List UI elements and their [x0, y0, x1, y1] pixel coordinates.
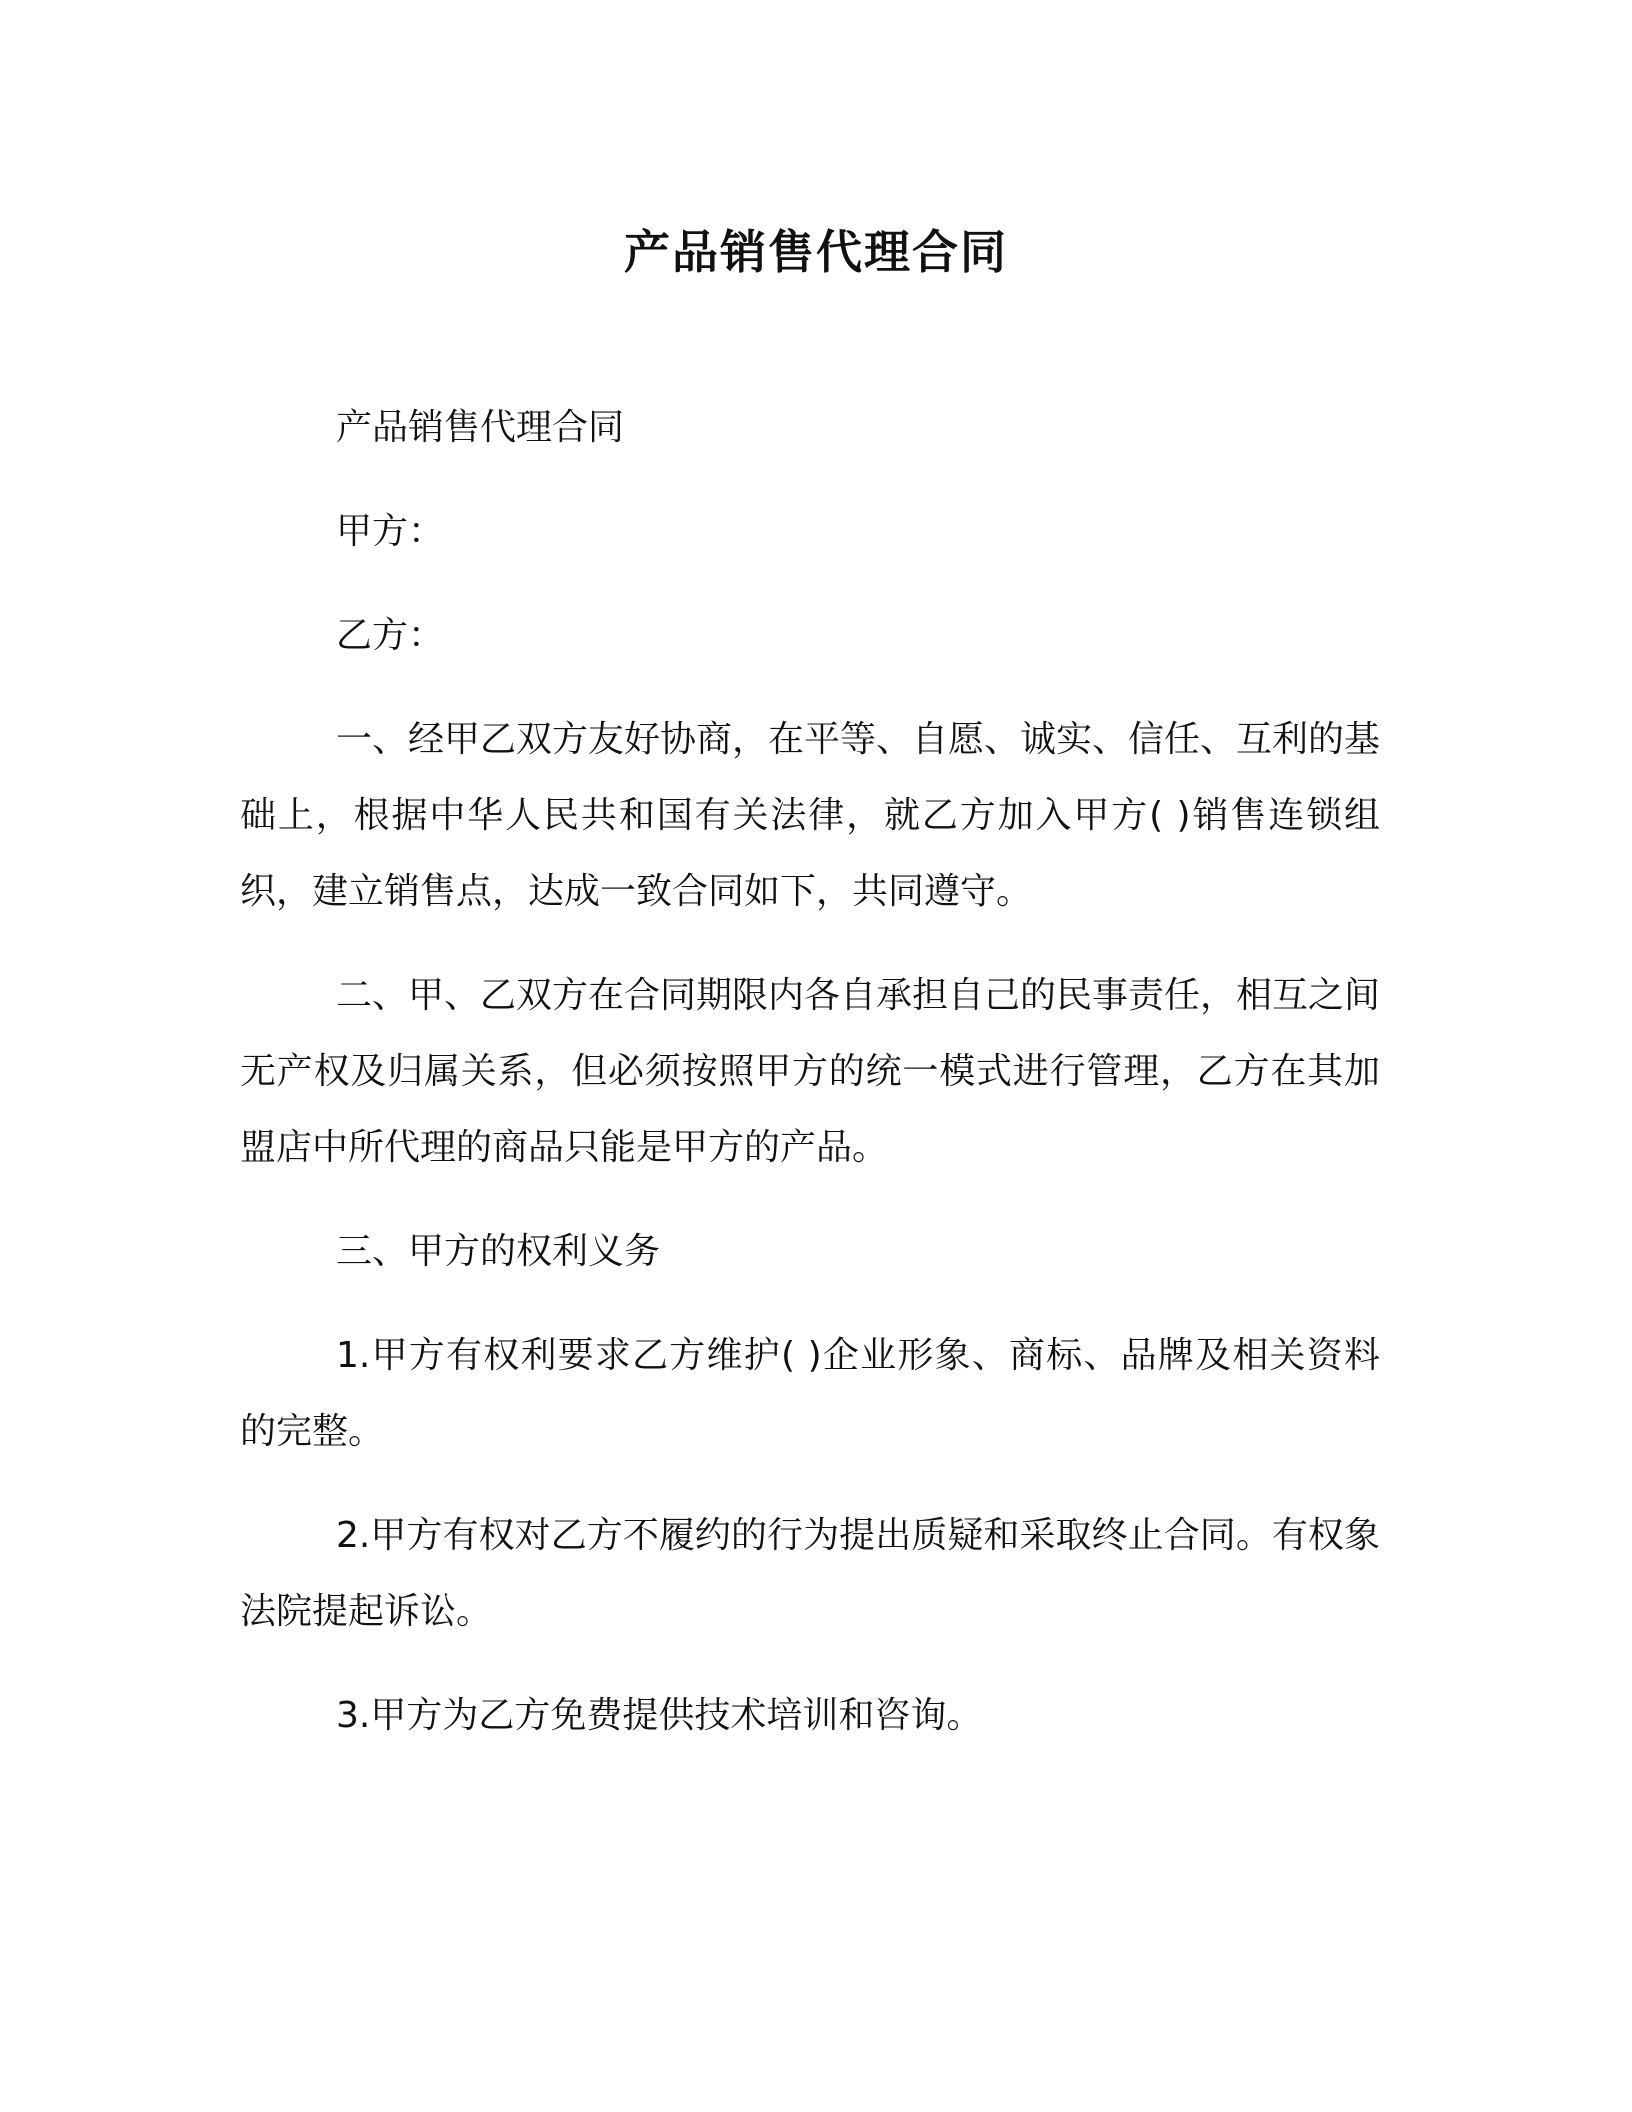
paragraph-heading: 产品销售代理合同 — [336, 407, 625, 448]
paragraph-clause-2: 二、甲、乙双方在合同期限内各自承担自己的民事责任，相互之间无产权及归属关系，但必须按照甲方的统一模式进行管理，乙方在其加盟店中所代理的商品只能是甲方的产品。 — [240, 975, 1381, 1168]
paragraph-party-b: 乙方： — [336, 615, 445, 656]
document-body — [240, 390, 1380, 1782]
paragraph-item-1: 1.甲方有权利要求乙方维护( )企业形象、商标、品牌及相关资料的完整。 — [240, 1335, 1380, 1452]
paragraph-item-3: 3.甲方为乙方免费提供技术培训和咨询。 — [336, 1695, 983, 1736]
paragraph-clause-1: 一、经甲乙双方友好协商，在平等、自愿、诚实、信任、互利的基础上，根据中华人民共和国有关法律，就乙方加入甲方( )销售连锁组织，建立销售点，达成一致合同如下，共同遵守。 — [240, 719, 1381, 912]
paragraph-party-a: 甲方： — [336, 511, 445, 552]
document-title: 产品销售代理合同 — [624, 225, 1008, 279]
paragraph-clause-3-heading: 三、甲方的权利义务 — [336, 1231, 661, 1272]
paragraph-item-2: 2.甲方有权对乙方不履约的行为提出质疑和采取终止合同。有权象法院提起诉讼。 — [240, 1515, 1380, 1632]
